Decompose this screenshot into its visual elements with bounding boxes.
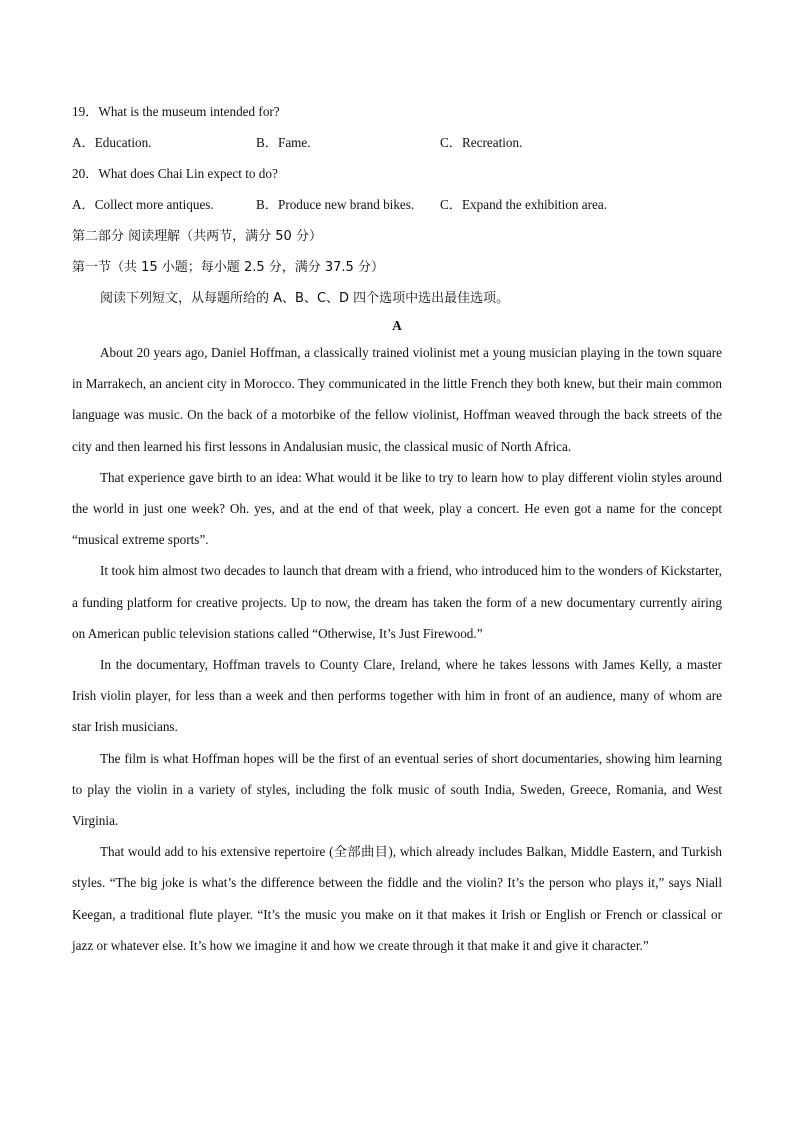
passage-label: A (392, 318, 402, 333)
passage-paragraph: That would add to his extensive repertoire (全部曲目), which already includes Balkan, Middle Eastern, and Turkish styles. “The big joke is what’s the difference between the fiddle and the violin? It’s the person who plays it,” says Niall Keegan, a traditional flute player. “It’s the music you make on it that makes it Irish or English or French or classical or jazz or whatever else. It’s how we imagine it and how we create through it that make it and give it character.” (72, 844, 722, 953)
part-two-heading: 第二部分 阅读理解（共两节，满分 50 分） (72, 229, 322, 244)
question-20-option-b: B．Produce new brand bikes. (256, 197, 415, 212)
passage-paragraph: About 20 years ago, Daniel Hoffman, a classically trained violinist met a young musician playing in the town square in Marrakech, an ancient city in Morocco. They communicated in the little French they both knew, but their main common language was music. On the back of a motorbike of the fellow violinist, Hoffman weaved through the back streets of the city and then learned his first lessons in Andalusian music, the classical music of North Africa. (72, 345, 722, 454)
passage-body (72, 337, 722, 961)
question-20-option-a: A．Collect more antiques. (72, 197, 214, 212)
question-19-stem: 19．What is the museum intended for? (72, 104, 280, 119)
passage-paragraph: It took him almost two decades to launch that dream with a friend, who introduced him to the wonders of Kickstarter, a funding platform for creative projects. Up to now, the dream has taken the form of a new documentary currently airing on American public television stations called “Otherwise, It’s Just Firewood.” (72, 563, 722, 641)
question-20-option-c: C．Expand the exhibition area. (440, 197, 607, 212)
reading-instruction: 阅读下列短文，从每题所给的 A、B、C、D 四个选项中选出最佳选项。 (100, 291, 510, 306)
question-20-stem: 20．What does Chai Lin expect to do? (72, 166, 278, 181)
passage-paragraph: In the documentary, Hoffman travels to County Clare, Ireland, where he takes lessons with James Kelly, a master Irish violin player, for less than a week and then performs together with him in front of an audience, many of whom are star Irish musicians. (72, 657, 722, 735)
question-19-option-c: C．Recreation. (440, 135, 523, 150)
passage-paragraph: The film is what Hoffman hopes will be the first of an eventual series of short documentaries, showing him learning to play the violin in a variety of styles, including the folk music of south India, Sweden, Greece, Romania, and West Virginia. (72, 750, 722, 829)
question-19-option-a: A．Education. (72, 135, 152, 150)
passage-paragraph: That experience gave birth to an idea: What would it be like to try to learn how to play different violin styles around the world in just one week? Oh. yes, and at the end of that week, play a concert. He even got a name for the concept “musical extreme sports”. (72, 469, 722, 548)
question-19-option-b: B．Fame. (256, 135, 311, 150)
section-one-heading: 第一节（共 15 小题；每小题 2.5 分，满分 37.5 分） (72, 260, 384, 275)
